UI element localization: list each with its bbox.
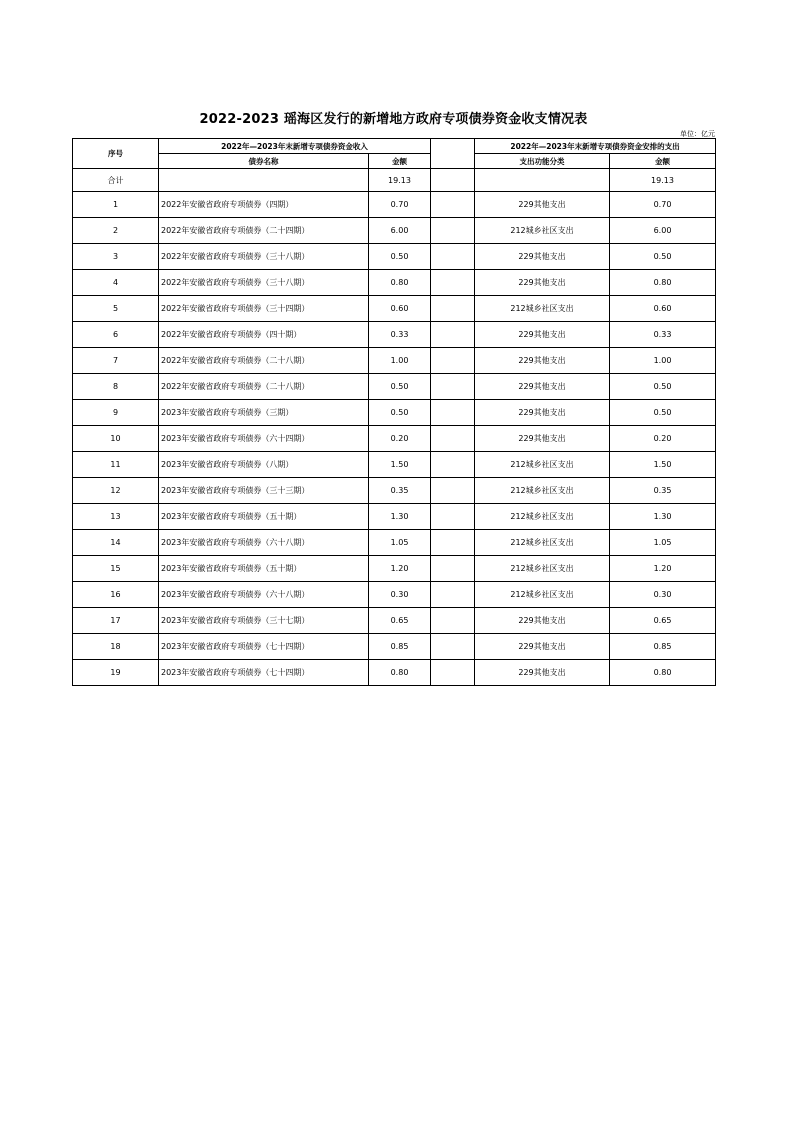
row-spacer [431, 374, 475, 400]
row-income-amount: 0.50 [369, 374, 431, 400]
row-income-amount: 0.30 [369, 582, 431, 608]
row-bond-name: 2023年安徽省政府专项债券（五十期） [159, 556, 369, 582]
row-seq: 11 [73, 452, 159, 478]
table-row [73, 504, 716, 530]
row-expense-amount: 0.35 [610, 478, 716, 504]
row-expense-amount: 0.50 [610, 400, 716, 426]
row-bond-name: 2022年安徽省政府专项债券（三十八期） [159, 270, 369, 296]
row-function-class: 212城乡社区支出 [475, 530, 610, 556]
row-expense-amount: 0.20 [610, 426, 716, 452]
row-seq: 17 [73, 608, 159, 634]
row-seq: 18 [73, 634, 159, 660]
row-expense-amount: 0.30 [610, 582, 716, 608]
row-income-amount: 1.20 [369, 556, 431, 582]
row-spacer [431, 244, 475, 270]
row-seq: 5 [73, 296, 159, 322]
row-spacer [431, 556, 475, 582]
row-income-amount: 0.85 [369, 634, 431, 660]
row-income-amount: 0.35 [369, 478, 431, 504]
row-spacer [431, 192, 475, 218]
total-label: 合计 [73, 169, 159, 192]
row-expense-amount: 0.65 [610, 608, 716, 634]
row-bond-name: 2023年安徽省政府专项债券（三十三期） [159, 478, 369, 504]
row-spacer [431, 478, 475, 504]
row-expense-amount: 0.60 [610, 296, 716, 322]
row-bond-name: 2022年安徽省政府专项债券（二十八期） [159, 348, 369, 374]
row-seq: 13 [73, 504, 159, 530]
row-seq: 16 [73, 582, 159, 608]
row-income-amount: 1.05 [369, 530, 431, 556]
row-bond-name: 2022年安徽省政府专项债券（二十四期） [159, 218, 369, 244]
table-row [73, 400, 716, 426]
row-seq: 4 [73, 270, 159, 296]
row-function-class: 212城乡社区支出 [475, 504, 610, 530]
page-title: 2022-2023 瑶海区发行的新增地方政府专项债券资金收支情况表 [199, 112, 588, 127]
row-income-amount: 0.60 [369, 296, 431, 322]
row-income-amount: 0.33 [369, 322, 431, 348]
row-income-amount: 6.00 [369, 218, 431, 244]
row-function-class: 229其他支出 [475, 348, 610, 374]
table-row [73, 322, 716, 348]
table-row [73, 478, 716, 504]
table-body [73, 169, 716, 686]
table-row [73, 660, 716, 686]
header-expense-amount: 金额 [610, 154, 716, 169]
row-function-class: 229其他支出 [475, 374, 610, 400]
table-row [73, 634, 716, 660]
row-income-amount: 0.70 [369, 192, 431, 218]
table-row [73, 556, 716, 582]
row-income-amount: 1.50 [369, 452, 431, 478]
header-row-1 [73, 139, 716, 154]
row-bond-name: 2023年安徽省政府专项债券（七十四期） [159, 660, 369, 686]
row-seq: 14 [73, 530, 159, 556]
row-bond-name: 2023年安徽省政府专项债券（三期） [159, 400, 369, 426]
row-spacer [431, 608, 475, 634]
row-seq: 10 [73, 426, 159, 452]
row-spacer [431, 426, 475, 452]
row-function-class: 229其他支出 [475, 322, 610, 348]
total-name-cell [159, 169, 369, 192]
header-function-class: 支出功能分类 [475, 154, 610, 169]
row-income-amount: 1.30 [369, 504, 431, 530]
row-spacer [431, 348, 475, 374]
table-row [73, 582, 716, 608]
total-income-amount: 19.13 [369, 169, 431, 192]
row-seq: 6 [73, 322, 159, 348]
row-expense-amount: 0.33 [610, 322, 716, 348]
row-seq: 2 [73, 218, 159, 244]
header-income-group: 2022年—2023年末新增专项债券资金收入 [159, 139, 431, 154]
row-expense-amount: 1.05 [610, 530, 716, 556]
row-function-class: 212城乡社区支出 [475, 478, 610, 504]
row-bond-name: 2023年安徽省政府专项债券（三十七期） [159, 608, 369, 634]
row-function-class: 229其他支出 [475, 426, 610, 452]
row-spacer [431, 296, 475, 322]
row-function-class: 229其他支出 [475, 192, 610, 218]
row-income-amount: 0.50 [369, 244, 431, 270]
row-bond-name: 2023年安徽省政府专项债券（六十八期） [159, 582, 369, 608]
row-spacer [431, 504, 475, 530]
row-bond-name: 2023年安徽省政府专项债券（五十期） [159, 504, 369, 530]
total-category-cell [475, 169, 610, 192]
row-expense-amount: 0.70 [610, 192, 716, 218]
row-function-class: 229其他支出 [475, 244, 610, 270]
table-row [73, 244, 716, 270]
table-row [73, 192, 716, 218]
bond-funds-table [72, 138, 716, 686]
row-function-class: 212城乡社区支出 [475, 582, 610, 608]
row-bond-name: 2023年安徽省政府专项债券（七十四期） [159, 634, 369, 660]
total-expense-amount: 19.13 [610, 169, 716, 192]
table-row [73, 218, 716, 244]
table-row [73, 374, 716, 400]
row-expense-amount: 1.50 [610, 452, 716, 478]
row-income-amount: 0.20 [369, 426, 431, 452]
row-seq: 1 [73, 192, 159, 218]
row-spacer [431, 582, 475, 608]
row-bond-name: 2022年安徽省政府专项债券（四期） [159, 192, 369, 218]
table-row [73, 452, 716, 478]
row-bond-name: 2023年安徽省政府专项债券（八期） [159, 452, 369, 478]
row-seq: 3 [73, 244, 159, 270]
table-row [73, 270, 716, 296]
row-bond-name: 2022年安徽省政府专项债券（二十八期） [159, 374, 369, 400]
row-spacer [431, 660, 475, 686]
row-function-class: 212城乡社区支出 [475, 218, 610, 244]
row-seq: 19 [73, 660, 159, 686]
unit-label: 单位：亿元 [680, 130, 715, 138]
row-bond-name: 2023年安徽省政府专项债券（六十四期） [159, 426, 369, 452]
row-seq: 7 [73, 348, 159, 374]
row-income-amount: 0.80 [369, 660, 431, 686]
row-spacer [431, 322, 475, 348]
row-seq: 8 [73, 374, 159, 400]
row-spacer [431, 634, 475, 660]
header-row-2 [73, 154, 716, 169]
row-function-class: 212城乡社区支出 [475, 556, 610, 582]
row-expense-amount: 1.00 [610, 348, 716, 374]
row-bond-name: 2022年安徽省政府专项债券（三十八期） [159, 244, 369, 270]
row-expense-amount: 0.50 [610, 374, 716, 400]
row-spacer [431, 452, 475, 478]
table-row [73, 608, 716, 634]
row-bond-name: 2022年安徽省政府专项债券（四十期） [159, 322, 369, 348]
row-income-amount: 1.00 [369, 348, 431, 374]
row-expense-amount: 0.80 [610, 660, 716, 686]
row-expense-amount: 1.30 [610, 504, 716, 530]
row-function-class: 229其他支出 [475, 660, 610, 686]
total-row [73, 169, 716, 192]
row-income-amount: 0.80 [369, 270, 431, 296]
row-expense-amount: 0.50 [610, 244, 716, 270]
table-row [73, 296, 716, 322]
row-spacer [431, 400, 475, 426]
row-income-amount: 0.50 [369, 400, 431, 426]
table-row [73, 348, 716, 374]
row-seq: 9 [73, 400, 159, 426]
header-expense-group: 2022年—2023年末新增专项债券资金安排的支出 [475, 139, 716, 154]
row-spacer [431, 270, 475, 296]
table-row [73, 426, 716, 452]
row-seq: 12 [73, 478, 159, 504]
row-income-amount: 0.65 [369, 608, 431, 634]
row-expense-amount: 1.20 [610, 556, 716, 582]
header-bond-name: 债券名称 [159, 154, 369, 169]
row-function-class: 229其他支出 [475, 634, 610, 660]
row-expense-amount: 6.00 [610, 218, 716, 244]
row-bond-name: 2022年安徽省政府专项债券（三十四期） [159, 296, 369, 322]
total-spacer-cell [431, 169, 475, 192]
row-seq: 15 [73, 556, 159, 582]
row-expense-amount: 0.85 [610, 634, 716, 660]
row-function-class: 229其他支出 [475, 608, 610, 634]
row-function-class: 229其他支出 [475, 400, 610, 426]
row-bond-name: 2023年安徽省政府专项债券（六十八期） [159, 530, 369, 556]
header-seq: 序号 [73, 139, 159, 169]
row-spacer [431, 530, 475, 556]
row-function-class: 229其他支出 [475, 270, 610, 296]
row-function-class: 212城乡社区支出 [475, 452, 610, 478]
row-function-class: 212城乡社区支出 [475, 296, 610, 322]
header-income-amount: 金额 [369, 154, 431, 169]
row-spacer [431, 218, 475, 244]
row-expense-amount: 0.80 [610, 270, 716, 296]
header-spacer [431, 139, 475, 169]
table-row [73, 530, 716, 556]
